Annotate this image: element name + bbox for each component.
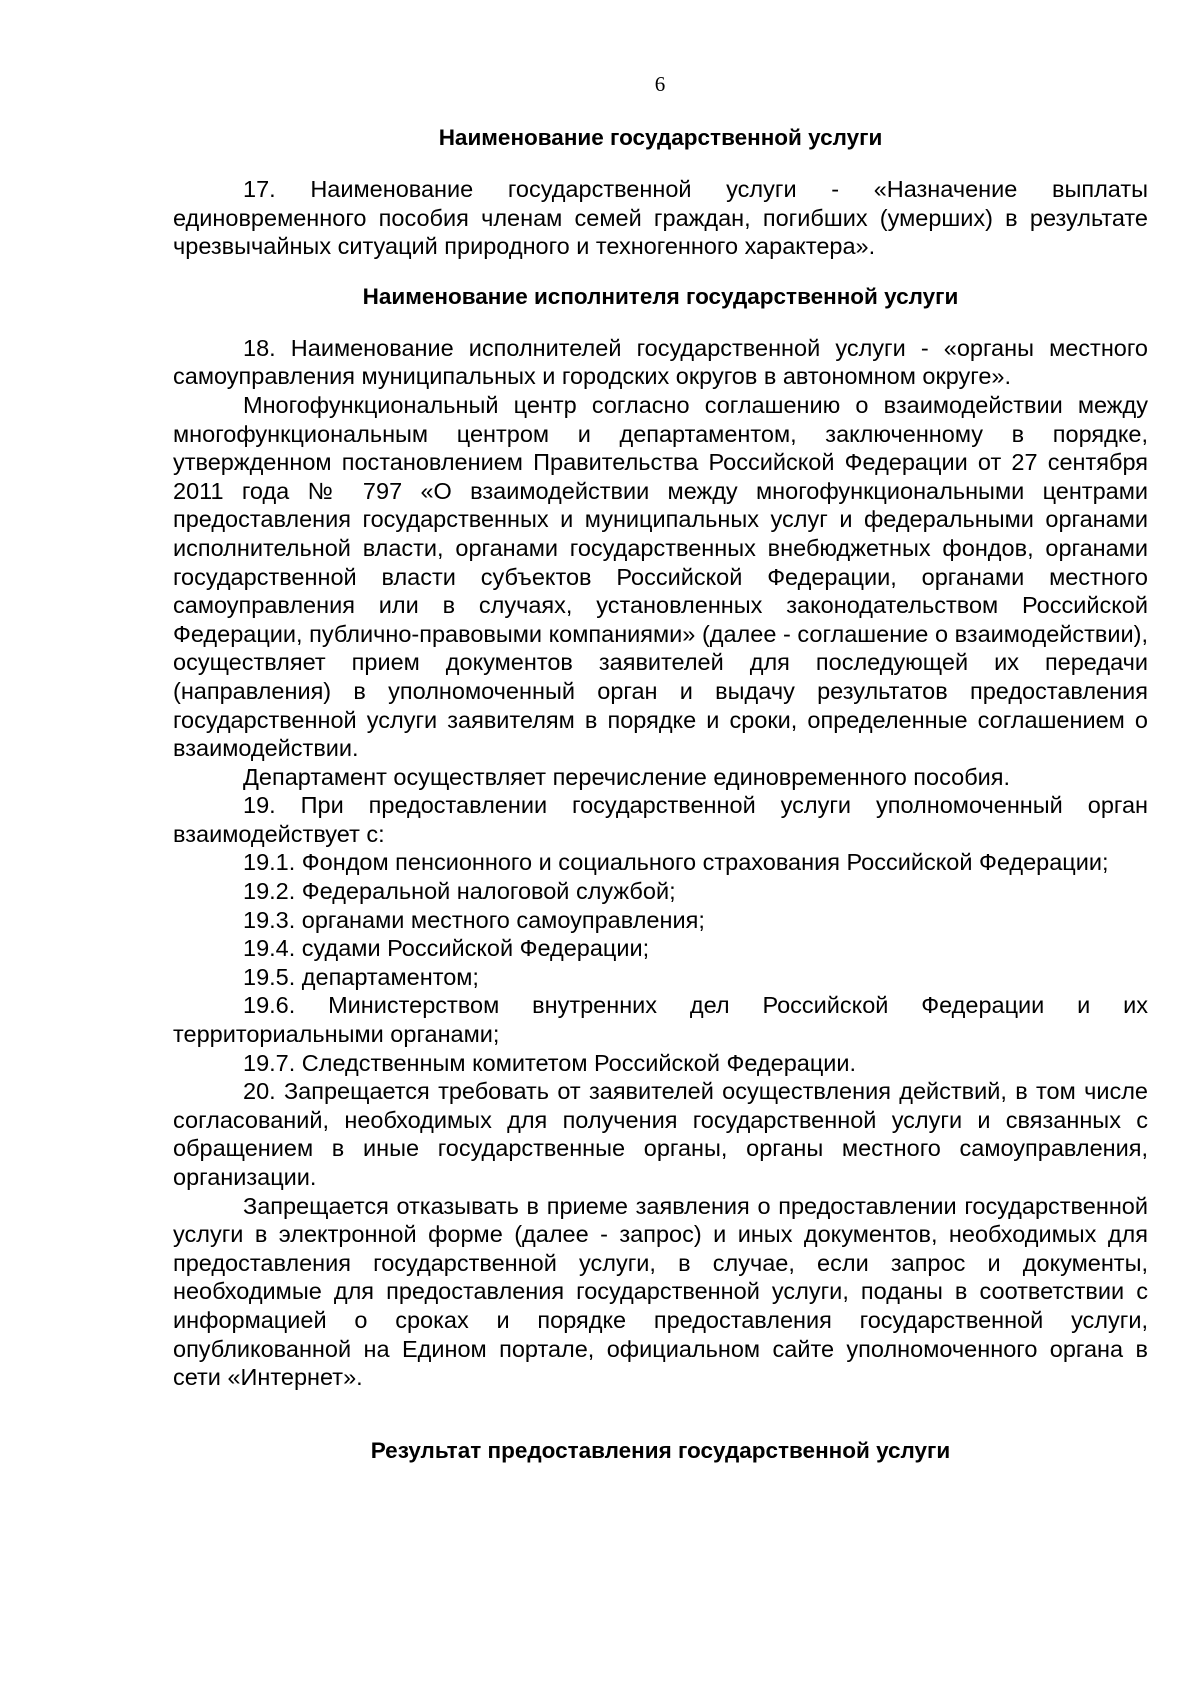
paragraph: 19.4. судами Российской Федерации; (243, 935, 650, 962)
paragraph: 20. Запрещается требовать от заявителей осуществления действий, в том числе согласований, необходимых для получения государственной услуги и связанных с обращением в иные государственные органы, органы местного самоуправления, организации. (173, 1078, 1148, 1190)
page-number: 6 (654, 72, 666, 96)
paragraph: 19. При предоставлении государственной услуги уполномоченный орган взаимодействует с: (173, 792, 1148, 847)
section-heading: Результат предоставления государственной услуги (370, 1437, 951, 1463)
paragraph: 19.2. Федеральной налоговой службой; (243, 878, 676, 905)
paragraph: Запрещается отказывать в приеме заявления о предоставлении государственной услуги в электронной форме (далее - запрос) и иных документов, необходимых для предоставления государственной услуги, в случае, если запрос и документы, необходимые для предоставления государственной услуги, поданы в соответствии с информацией о сроках и порядке предоставления государственной услуги, опубликованной на Едином портале, официальном сайте уполномоченного органа в сети «Интернет». (173, 1192, 1148, 1391)
paragraph: 19.1. Фондом пенсионного и социального страхования Российской Федерации; (243, 849, 1109, 876)
section-heading: Наименование исполнителя государственной услуги (362, 283, 959, 309)
paragraph: 18. Наименование исполнителей государственной услуги - «органы местного самоуправления муниципальных и городских округов в автономном округе». (173, 334, 1148, 390)
paragraph: 19.7. Следственным комитетом Российской Федерации. (243, 1049, 857, 1076)
paragraph: 17. Наименование государственной услуги - «Назначение выплаты единовременного пособия членам семей граждан, погибших (умерших) в результате чрезвычайных ситуаций природного и техногенного характера». (173, 176, 1148, 260)
paragraph: 19.5. департаментом; (243, 963, 479, 990)
paragraph: Многофункциональный центр согласно соглашению о взаимодействии между многофункциональным центром и департаментом, заключенному в порядке, утвержденном постановлением Правительства Российской Федерации от 27 сентября 2011 года № 797 «О взаимодействии между многофункциональными центрами предоставления государственных и муниципальных услуг и федеральными органами исполнительной власти, органами государственных внебюджетных фондов, органами государственной власти субъектов Российской Федерации, органами местного самоуправления или в случаях, установленных законодательством Российской Федерации, публично-правовыми компаниями» (далее - соглашение о взаимодействии), осуществляет прием документов заявителей для последующей их передачи (направления) в уполномоченный орган и выдачу результатов предоставления государственной услуги заявителям в порядке и сроки, определенные соглашением о взаимодействии. (173, 391, 1148, 762)
document-body (173, 124, 1148, 1465)
section-heading: Наименование государственной услуги (438, 125, 883, 150)
paragraph: Департамент осуществляет перечисление единовременного пособия. (243, 763, 1011, 790)
paragraph: 19.3. органами местного самоуправления; (243, 906, 705, 933)
paragraph: 19.6. Министерством внутренних дел Российской Федерации и их территориальными органами; (173, 992, 1148, 1048)
